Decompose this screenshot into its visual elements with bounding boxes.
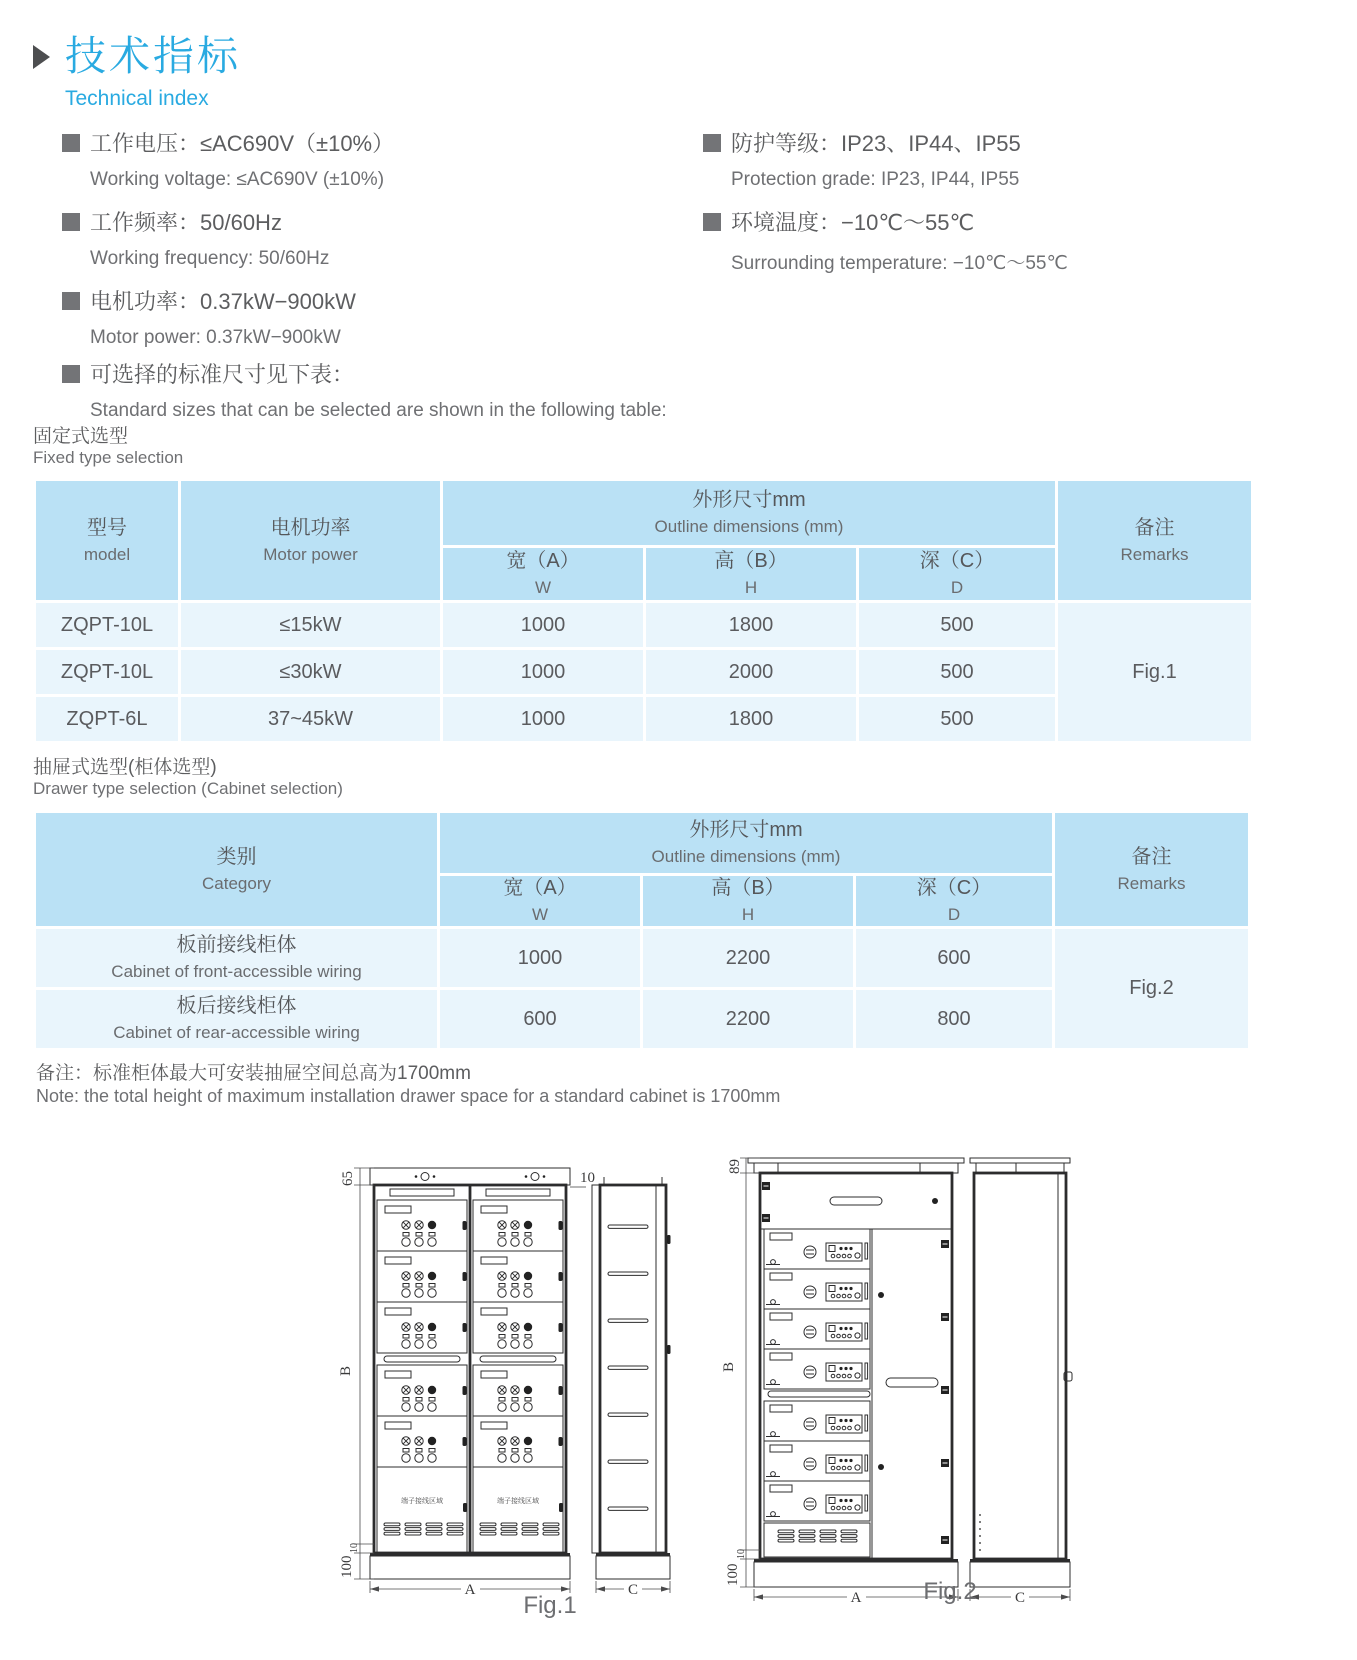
fig1-dim-top-right: 10	[580, 1170, 595, 1186]
fig1-caption: Fig.1	[523, 1592, 577, 1619]
fig1-dim-plinth-gap: 10	[349, 1543, 360, 1553]
fig2-dimensions	[721, 1158, 1070, 1606]
cell-remarks: Fig.1	[1058, 603, 1251, 741]
spec-cn-text: 电机功率：0.37kW−900kW	[90, 289, 356, 314]
fig2-side-view	[970, 1158, 1072, 1587]
spec-en-text: Surrounding temperature: −10℃～55℃	[731, 253, 1068, 274]
cell-power: ≤30kW	[181, 650, 440, 694]
page-header	[33, 33, 241, 111]
cell-width: 1000	[443, 650, 643, 694]
bullet-square-icon	[703, 213, 721, 231]
col-header-outline-dimensions: 外形尺寸mm Outline dimensions (mm)	[443, 481, 1055, 545]
note-cn: 备注：标准柜体最大可安装抽屉空间总高为1700mm	[36, 1063, 471, 1084]
drawer-table-title-cn: 抽屉式选型(柜体选型)	[33, 757, 217, 778]
fig1-side-view	[592, 1177, 671, 1579]
cell-width: 1000	[440, 929, 640, 987]
col-header-width: 宽（A） W	[440, 876, 640, 926]
col-header-width: 宽（A） W	[443, 548, 643, 600]
fig2-dim-width: A	[850, 1590, 862, 1606]
col-header-model: 型号 model	[36, 481, 178, 600]
fig2-dim-height: B	[721, 1361, 737, 1372]
fig2-dim-base: 100	[725, 1563, 741, 1586]
spec-en-text: Working voltage: ≤AC690V (±10%)	[90, 169, 385, 190]
cell-power: ≤15kW	[181, 603, 440, 647]
cell-power: 37~45kW	[181, 697, 440, 741]
drawer-table-title-en: Drawer type selection (Cabinet selection)	[33, 779, 343, 798]
bullet-square-icon	[62, 134, 80, 152]
fig1-dim-base: 100	[339, 1555, 355, 1578]
fig1-front-view	[370, 1168, 570, 1579]
col-header-remarks: 备注 Remarks	[1058, 481, 1251, 600]
spec-cn-text: 工作频率：50/60Hz	[90, 210, 282, 235]
fig2-dim-depth: C	[1014, 1590, 1026, 1606]
section-arrow-icon	[33, 45, 50, 69]
cell-height: 2200	[643, 990, 853, 1048]
fig2-drawing	[720, 1140, 1100, 1620]
bullet-square-icon	[62, 213, 80, 231]
col-header-motor-power: 电机功率 Motor power	[181, 481, 440, 600]
spec-en-text: Protection grade: IP23, IP44, IP55	[731, 169, 1020, 190]
spec-protection-grade	[703, 127, 1323, 191]
spec-standard-sizes-intro	[62, 358, 667, 436]
fig1-drawing: 端子接线区域 65 B 10 100 10 A C	[330, 1140, 730, 1610]
fig2-dim-top: 89	[727, 1159, 743, 1174]
fixed-table-title-en: Fixed type selection	[33, 448, 184, 467]
col-header-remarks: 备注 Remarks	[1055, 813, 1248, 926]
cell-model: ZQPT-10L	[36, 603, 178, 647]
col-header-depth: 深（C） D	[859, 548, 1055, 600]
cell-depth: 500	[859, 697, 1055, 741]
col-header-category: 类别 Category	[36, 813, 437, 926]
drawer-type-table	[33, 810, 1251, 1051]
spec-en-text: Standard sizes that can be selected are shown in the following table:	[90, 400, 667, 421]
spec-column-left	[62, 127, 682, 364]
spec-en-text: Working frequency: 50/60Hz	[90, 248, 330, 269]
cell-width: 1000	[443, 603, 643, 647]
fixed-type-table	[33, 478, 1254, 744]
col-header-outline-dimensions: 外形尺寸mm Outline dimensions (mm)	[440, 813, 1052, 873]
col-header-depth: 深（C） D	[856, 876, 1052, 926]
spec-cn-text: 工作电压：≤AC690V（±10%）	[90, 131, 395, 156]
page-subtitle: Technical index	[65, 87, 209, 110]
cell-width: 1000	[443, 697, 643, 741]
spec-cn-text: 防护等级：IP23、IP44、IP55	[731, 131, 1021, 156]
fig1-dim-width: A	[464, 1582, 476, 1598]
cell-category: 板前接线柜体 Cabinet of front-accessible wiring	[36, 929, 437, 987]
fixed-table-title-cn: 固定式选型	[33, 426, 129, 447]
spec-working-frequency	[62, 206, 682, 270]
spec-working-voltage	[62, 127, 682, 191]
cell-height: 2200	[643, 929, 853, 987]
fig1-dim-depth: C	[627, 1582, 639, 1598]
spec-cn-text: 环境温度：−10℃～55℃	[731, 210, 975, 235]
cell-remarks: Fig.2	[1055, 929, 1248, 1048]
fig1-dim-top: 65	[340, 1171, 356, 1186]
cell-model: ZQPT-6L	[36, 697, 178, 741]
cell-width: 600	[440, 990, 640, 1048]
fig1-dim-height: B	[338, 1365, 354, 1376]
cell-height: 1800	[646, 603, 856, 647]
bullet-square-icon	[703, 134, 721, 152]
cell-category: 板后接线柜体 Cabinet of rear-accessible wiring	[36, 990, 437, 1048]
note-en: Note: the total height of maximum installation drawer space for a standard cabinet is 1700mm	[36, 1086, 781, 1106]
fig2-caption: Fig.2	[923, 1578, 977, 1605]
spec-cn-text: 可选择的标准尺寸见下表：	[90, 362, 355, 387]
cell-depth: 500	[859, 650, 1055, 694]
cell-model: ZQPT-10L	[36, 650, 178, 694]
cell-depth: 800	[856, 990, 1052, 1048]
table-row	[36, 603, 1251, 647]
fig2-front-view	[748, 1158, 964, 1587]
cell-depth: 600	[856, 929, 1052, 987]
table-row	[36, 929, 1248, 987]
spec-ambient-temperature	[703, 206, 1323, 275]
col-header-height: 高（B） H	[646, 548, 856, 600]
page-title: 技术指标	[65, 33, 241, 79]
spec-column-right	[703, 127, 1323, 290]
cell-depth: 500	[859, 603, 1055, 647]
fig2-dim-plinth-gap: 10	[736, 1549, 747, 1559]
cell-height: 2000	[646, 650, 856, 694]
col-header-height: 高（B） H	[643, 876, 853, 926]
cell-height: 1800	[646, 697, 856, 741]
spec-en-text: Motor power: 0.37kW−900kW	[90, 327, 341, 348]
spec-motor-power	[62, 285, 682, 349]
bullet-square-icon	[62, 292, 80, 310]
bullet-square-icon	[62, 365, 80, 383]
